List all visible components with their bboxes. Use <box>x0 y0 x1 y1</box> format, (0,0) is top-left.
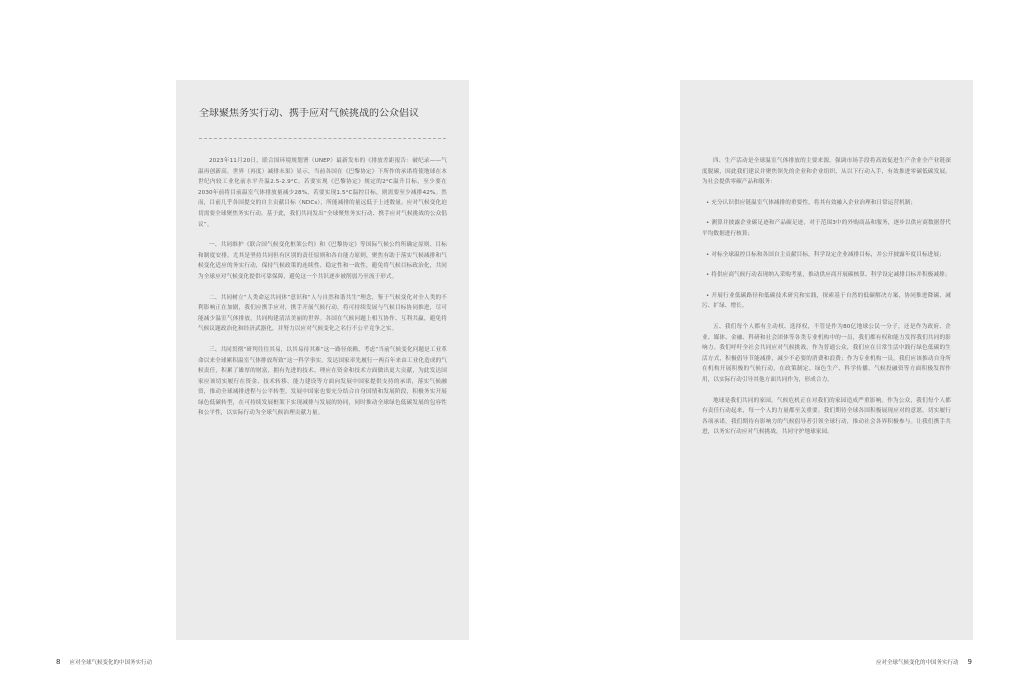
bullet-item: • 测算并披露企业碳足迹和产品碳足迹，对于范围3中的外购商品和服务，逐步以供应商数据替代平均数据进行核算； <box>702 220 951 237</box>
paragraph: 三、共同贯彻“研判往往其易，以其易待其难”这一路径依赖，考虑“当前气候变化问题是工业革命以来全球累积温室气体排放所致”这一科学事实，发达国家率先履行一两百年来由工业化造成的气候责任，积累了雄厚的财富，拥有先进的技术。理应在资金和技术方面做出更大贡献，为此发达国家应该切实履行在资金、技术转移、能力建设等方面向发展中国家提供支持的承诺，落实气候融资，推动全球减排进程与公平转型。发展中国家也要充分结合自身国情和发展阶段，积极务实开展绿色低碳转型，在可持续发展框架下实现减排与发展的协同，同时推动全球绿色低碳发展的包容性和公平性，以实际行动为全球气候治理贡献力量。 <box>198 346 447 417</box>
footer-text: 应对全球气候变化的中国务实行动 <box>69 660 152 666</box>
footer-text: 应对全球气候变化的中国务实行动 <box>876 660 959 666</box>
title-divider <box>199 138 446 139</box>
bullet-item: • 开展行业低碳路径和低碳技术研究和实践，探索基于自然的低碳解决方案，协同推进降碳、减污、扩绿、增长。 <box>702 292 951 310</box>
right-footer <box>876 658 972 667</box>
page-title: 全球聚焦务实行动、携手应对气候挑战的公众倡议 <box>199 108 419 119</box>
left-body <box>198 156 447 429</box>
right-page <box>680 80 973 640</box>
paragraph: 二、共同树立“人类命运共同体”意识和“人与自然和谐共生”理念，鉴于气候变化对全人类的不利影响正在加剧，我们应携手应对，携手开展气候行动，将可持续发展与气候目标协同推进，尽可能减少温室气体排放，共同构建清洁美丽的世界。各国在气候问题上相互协作、互利共赢，避免将气候议题政治化和经济武器化，并努力以应对气候变化之名行不公平竞争之实。 <box>198 294 447 333</box>
left-footer <box>56 658 152 667</box>
page-number: 8 <box>56 658 61 666</box>
right-body <box>702 156 951 448</box>
paragraph: 五、我们每个人都有主动权、选择权，不管是作为80亿地球公民一分子，还是作为政府、企业、媒体、金融、科研和社会团体等各类专业机构中的一员，我们都有权和能力发挥我们共同的影响力。我们呼吁全社会共同应对气候挑战，作为普通公众，我们应在日常生活中践行绿色低碳的生活方式，积极倡导节能减排，减少不必要的消费和浪费；作为专业机构一员，我们应该推动自身所在机构开展积极的气候行动，在政策制定、绿色生产、科学传播、气候投融资等方面积极发挥作用，以实际行动引导其他方面共同作为，形成合力。 <box>702 323 951 383</box>
bullet-item: • 将供应商气候行动表现纳入采购考量，推动供应商开展碳核算、科学设定减排目标并积极减排； <box>706 272 951 279</box>
paragraph: 地球是我们共同的家园，气候危机正在对我们的家园造成严重影响。作为公众，我们每个人都有责任行动起来，每一个人的力量都至关重要。我们期待全球各国积极展现应对的意愿，切实履行各项承诺，我们期待有影响力的气候倡导者引领全球行动，推动社会各界积极参与。让我们携手共进，以务实行动应对气候挑战，共同守护地球家园。 <box>702 397 951 436</box>
page-number: 9 <box>967 658 972 666</box>
paragraph: 四、生产活动是全球温室气体排放的主要来源，强调市场手段将高效促进生产企业全产业链深度脱碳，因此我们建议并聚焦领先的企业和企业组织，从以下行动入手，有效推进零碳低碳发展。为社会提供零碳产品和服务： <box>702 158 951 186</box>
bullet-item: • 充分认识供应链温室气体减排的重要性，将其有效融入企业治理和日常运营机制； <box>706 199 917 206</box>
bullet-item: • 对标全球温控目标和各国自主贡献目标，科学设定企业减排目标，并公开披露年度目标进展； <box>706 251 945 258</box>
left-page <box>176 80 469 640</box>
paragraph: 2023年11月20日，联合国环境规划署（UNEP）最新发布的《排放差距报告：破纪录——气温再创新高，世界（再度）减排未果》显示，当前各国在《巴黎协定》下所作的承诺将使地球在本世纪内较工业化前水平升温2.5-2.9°C。若要实现《巴黎协定》规定的2°C温升目标，至少要在2030年前将目前温室气体排放量减少28%，若要实现1.5°C温控目标，则需要至少减排42%。然而，目前几乎各国提交的自主贡献目标（NDCs），所能减排的量远低于上述数量。应对气候变化迫切需要全球聚焦务实行动。基于此，我们共同发出“全球聚焦务实行动、携手应对气候挑战的公众倡议”。 <box>198 158 447 228</box>
paragraph: 一、共同维护《联合国气候变化框架公约》和《巴黎协定》等国际气候公约所确定原则、目标和制度安排，尤其是坚持共同但有区别的责任原则和各自能力原则，聚焦有助于落实气候减排和气候变化适应的务实行动，保持气候政策的连续性、稳定性和一致性，避免将气候目标政治化，共同为全球应对气候变化提供可靠保障，避免这一个共识逐步被削弱乃至流于形式。 <box>198 242 447 280</box>
